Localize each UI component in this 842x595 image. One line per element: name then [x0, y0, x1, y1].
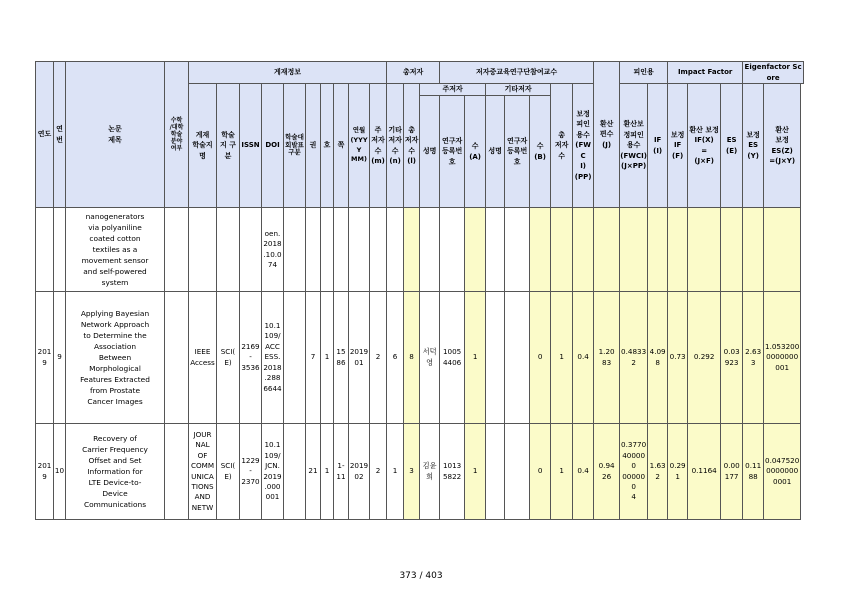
cell-year-month: 2019 02: [349, 424, 370, 520]
cell-total-author-count: 8: [404, 292, 420, 424]
header-conv-es: 환산 보정 ES(Z) =(J×Y): [764, 84, 801, 208]
cell-main-author-count: 2: [370, 424, 387, 520]
cell-other-id: [505, 424, 530, 520]
cell-issn: 1229 - 2370: [240, 424, 262, 520]
header-count-a: 수 (A): [465, 96, 486, 208]
header-total-author-count: 총 저자 수 (l): [404, 84, 420, 208]
cell-converted: 0.4: [573, 292, 594, 424]
cell-adj-if: [668, 208, 688, 292]
header-volume: 권: [306, 84, 321, 208]
cell-if: 1.63 2: [648, 424, 668, 520]
cell-adj-if: 0.29 1: [668, 424, 688, 520]
cell-other-name: [486, 424, 505, 520]
cell-seq: 10: [54, 424, 66, 520]
cell-other-author-count: 6: [387, 292, 404, 424]
cell-year: 201 9: [36, 424, 54, 520]
cell-journal-type: [217, 208, 240, 292]
cell-main-name: [420, 208, 440, 292]
header-paper-title: 논문 제목: [66, 62, 165, 208]
header-conv-fwci: 환산보 정피인 용수 (FWCI) (J×PP): [620, 84, 648, 208]
cell-title: Recovery of Carrier Frequency Offset and Set Information for LTE Device-to- Device Communications: [66, 424, 165, 520]
cell-issue: 1: [321, 424, 334, 520]
cell-doi: 10.1 109/ ACC ESS. 2018 .288 6644: [262, 292, 284, 424]
cell-total-participants: 1: [551, 424, 573, 520]
cell-journal: JOUR NAL OF COMM UNICA TIONS AND NETW: [189, 424, 217, 520]
cell-count-a: [465, 208, 486, 292]
cell-main-id: [440, 208, 465, 292]
cell-converted: 0.4: [573, 424, 594, 520]
cell-issue: 1: [321, 292, 334, 424]
cell-conv-fwci: 0.3770 400000 000000 4: [620, 424, 648, 520]
header-main-researcher-id: 연구자 등록번 호: [440, 96, 465, 208]
cell-year-month: 2019 01: [349, 292, 370, 424]
cell-univ: [284, 208, 306, 292]
cell-issn: 2169 - 3536: [240, 292, 262, 424]
cell-title: Applying Bayesian Network Approach to Determine the Association Between Morphological Features Extracted from Prostate Cancer Images: [66, 292, 165, 424]
cell-main-id: 1013 5822: [440, 424, 465, 520]
header-pub-info: 게재정보: [189, 62, 387, 84]
header-univ-journal: 학술대 회발표 구분: [284, 84, 306, 208]
header-total-authors: 총저자: [387, 62, 440, 84]
cell-title: nanogenerators via polyaniline coated cotton textiles as a movement sensor and self-powered system: [66, 208, 165, 292]
cell-adj-es: 0.11 88: [743, 424, 764, 520]
header-main-author-group: 주저자: [420, 84, 486, 96]
cell-page: 1- 11: [334, 424, 349, 520]
cell-other-author-count: 1: [387, 424, 404, 520]
cell-fwci: 0.94 26: [594, 424, 620, 520]
cell-year: 201 9: [36, 292, 54, 424]
header-if: IF (I): [648, 84, 668, 208]
header-award: 수학 /대학 학술 분야 여부: [165, 62, 189, 208]
header-issn: ISSN: [240, 84, 262, 208]
cell-issue: [321, 208, 334, 292]
header-other-researcher-id: 연구자 등록번 호: [505, 96, 530, 208]
header-eigenfactor: Eigenfactor Score: [744, 63, 802, 82]
cell-volume: [306, 208, 321, 292]
cell-total-participants: [551, 208, 573, 292]
cell-doi: oen. 2018 .10.0 74: [262, 208, 284, 292]
cell-conv-if: 0.292: [688, 292, 721, 424]
cell-if: [648, 208, 668, 292]
header-total-participants: 총 저자 수: [551, 84, 573, 208]
cell-univ: [284, 424, 306, 520]
cell-journal-type: SCI( E): [217, 424, 240, 520]
cell-other-author-count: [387, 208, 404, 292]
header-main-author-count: 주 저자 수 (m): [370, 84, 387, 208]
cell-journal-type: SCI( E): [217, 292, 240, 424]
cell-doi: 10.1 109/ JCN. 2019 .000 001: [262, 424, 284, 520]
cell-journal: IEEE Access: [189, 292, 217, 424]
table-row: [36, 424, 804, 520]
cell-count-a: 1: [465, 424, 486, 520]
cell-count-b: [530, 208, 551, 292]
cell-seq: 9: [54, 292, 66, 424]
header-year-month: 연월 (YYYY MM): [349, 84, 370, 208]
cell-year: [36, 208, 54, 292]
cell-univ: [284, 292, 306, 424]
cell-year-month: [349, 208, 370, 292]
cell-main-name: 김윤 희: [420, 424, 440, 520]
table-row: [36, 208, 804, 292]
cell-journal: [189, 208, 217, 292]
cell-adj-if: 0.73: [668, 292, 688, 424]
cell-main-author-count: 2: [370, 292, 387, 424]
header-year: 연도: [36, 62, 54, 208]
cell-es: [721, 208, 743, 292]
cell-converted: [573, 208, 594, 292]
cell-adj-es: 2.63 3: [743, 292, 764, 424]
cell-es: 0.03 923: [721, 292, 743, 424]
cell-conv-if: 0.1164: [688, 424, 721, 520]
cell-conv-fwci: [620, 208, 648, 292]
header-other-author-group: 기타저자: [486, 84, 551, 96]
header-faculty-group: 저자중교육연구단참여교수: [440, 62, 594, 84]
cell-count-b: 0: [530, 292, 551, 424]
page-number: 373 / 403: [399, 571, 443, 581]
cell-issn: [240, 208, 262, 292]
cell-conv-fwci: 0.4833 2: [620, 292, 648, 424]
cell-es: 0.00 177: [721, 424, 743, 520]
header-other-author-count: 기타 저자 수 (n): [387, 84, 404, 208]
cell-page: 15 86: [334, 292, 349, 424]
header-citations: 피인용: [620, 62, 668, 84]
cell-other-name: [486, 208, 505, 292]
cell-seq: [54, 208, 66, 292]
header-es: ES (E): [721, 84, 743, 208]
cell-total-author-count: 3: [404, 424, 420, 520]
cell-main-id: 1005 4406: [440, 292, 465, 424]
header-journal-name: 게재 학술지 명: [189, 84, 217, 208]
cell-adj-es: [743, 208, 764, 292]
cell-main-author-count: [370, 208, 387, 292]
header-issue: 호: [321, 84, 334, 208]
header-fwci: 보정 피인 용수 (FWC I) (PP): [573, 84, 594, 208]
cell-other-id: [505, 208, 530, 292]
cell-conv-if: [688, 208, 721, 292]
research-papers-table: [35, 61, 804, 520]
cell-total-participants: 1: [551, 292, 573, 424]
header-adj-es: 보정 ES (Y): [743, 84, 764, 208]
header-count-b: 수 (B): [530, 96, 551, 208]
cell-conv-es: 1.053200 0000000 001: [764, 292, 801, 424]
cell-page: [334, 208, 349, 292]
cell-fwci: 1.20 83: [594, 292, 620, 424]
header-converted: 환산 편수 (J): [594, 62, 620, 208]
header-page: 쪽: [334, 84, 349, 208]
header-main-name: 성명: [420, 96, 440, 208]
header-row-1: [36, 62, 804, 84]
cell-award: [165, 424, 189, 520]
cell-count-b: 0: [530, 424, 551, 520]
cell-conv-es: [764, 208, 801, 292]
cell-main-name: 서덕 영: [420, 292, 440, 424]
cell-count-a: 1: [465, 292, 486, 424]
cell-volume: 21: [306, 424, 321, 520]
cell-other-id: [505, 292, 530, 424]
cell-if: 4.09 8: [648, 292, 668, 424]
cell-award: [165, 208, 189, 292]
header-seq: 연번: [54, 62, 66, 208]
header-journal-type: 학술 지 구 분: [217, 84, 240, 208]
cell-total-author-count: [404, 208, 420, 292]
header-conv-if: 환산 보정 IF(X) = (J×F): [688, 84, 721, 208]
table-row: [36, 292, 804, 424]
header-impact-factor: Impact Factor: [668, 62, 743, 84]
header-adj-if: 보정 IF (F): [668, 84, 688, 208]
cell-conv-es: 0.047520 0000000 0001: [764, 424, 801, 520]
header-other-name: 성명: [486, 96, 505, 208]
cell-award: [165, 292, 189, 424]
cell-volume: 7: [306, 292, 321, 424]
header-doi: DOI: [262, 84, 284, 208]
cell-fwci: [594, 208, 620, 292]
cell-other-name: [486, 292, 505, 424]
